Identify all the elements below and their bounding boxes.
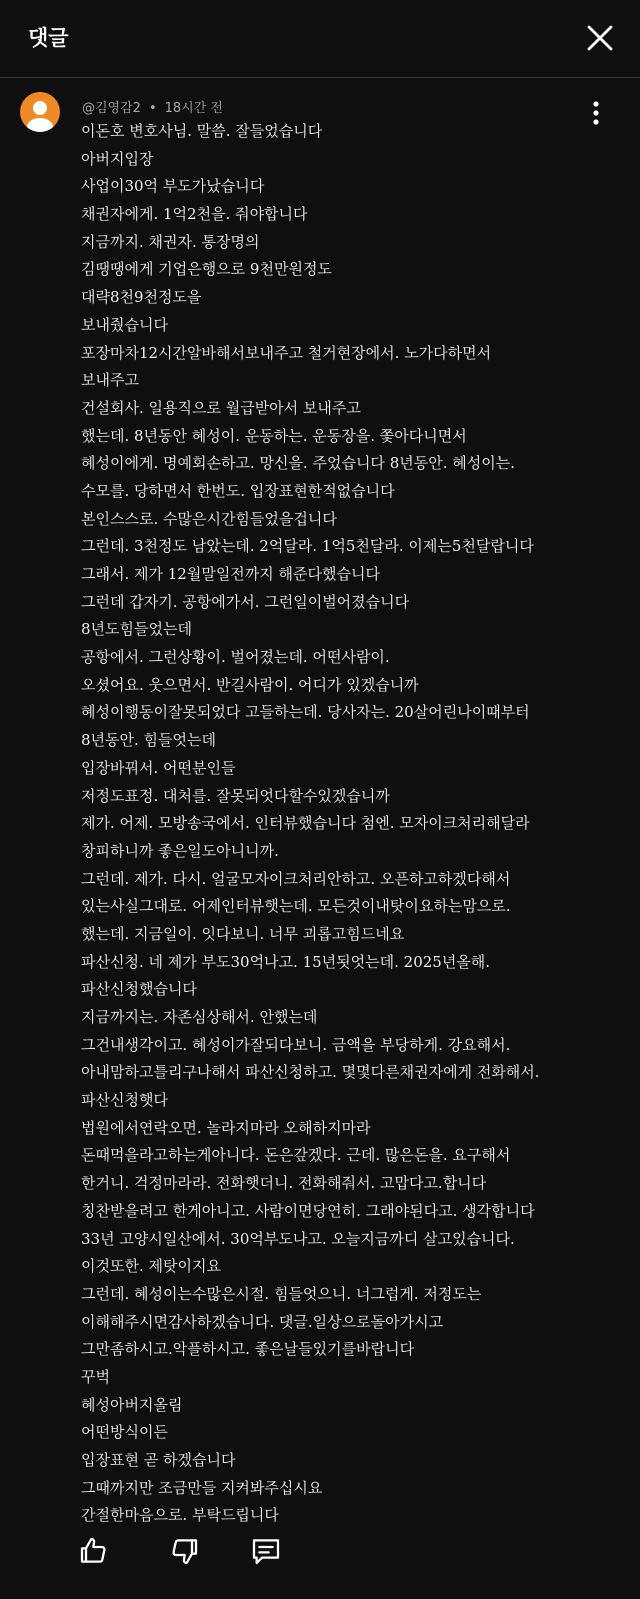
comment-line: 대략8천9천정도을 xyxy=(81,288,202,307)
comment-line: 파산신청. 네 제가 부도30억나고. 15년됫엇는데. 2025년올해. xyxy=(81,952,491,971)
comment-line: 지금까지. 채권자. 통장명의 xyxy=(81,232,260,251)
comment-line: 보내줬습니다 xyxy=(81,315,168,334)
user-silhouette-icon xyxy=(20,92,60,132)
close-button[interactable] xyxy=(584,22,616,54)
comment-line: 8년동안. 힘들엇는데 xyxy=(81,731,217,750)
comment-line: 아내맘하고틀리구나해서 파산신청하고. 몇몇다른채권자에게 전화해서. xyxy=(81,1063,540,1082)
comment-line: 김땡땡에게 기업은행으로 9천만원정도 xyxy=(81,260,332,279)
comment-line: 수모를. 당하면서 한번도. 입장표현한적없습니다 xyxy=(81,481,395,500)
comment-line: 8년도힘들었는데 xyxy=(81,620,192,639)
thumbs-down-icon xyxy=(168,1535,200,1567)
comment-line: 저정도표정. 대처를. 잘못되엇다할수있겠습니까 xyxy=(81,786,390,805)
comment-line: 꾸벅 xyxy=(81,1367,110,1386)
comment-text xyxy=(81,118,626,1530)
comment-line: 채권자에게. 1억2천을. 줘야합니다 xyxy=(81,205,308,224)
thumbs-up-icon xyxy=(78,1535,110,1567)
comment-line: 법원에서연락오면. 놀라지마라 오해하지마라 xyxy=(81,1118,371,1137)
comment-line: 한거니. 걱정마라라. 전화햇더니. 전화해줘서. 고맙다고.합니다 xyxy=(81,1174,487,1193)
avatar[interactable] xyxy=(20,92,60,132)
comment-line: 건설회사. 일용직으로 월급받아서 보내주고 xyxy=(81,398,361,417)
like-button[interactable] xyxy=(78,1535,110,1567)
comment-line: 파산신청했습니다 xyxy=(81,980,197,999)
comment-line: 창피하니까 좋은일도아니니까. xyxy=(81,841,279,860)
author-name[interactable]: @김영감2 xyxy=(82,101,141,116)
comment-line: 그건내생각이고. 혜성이가잘되다보니. 금액을 부당하게. 강요해서. xyxy=(81,1035,511,1054)
meta-separator: • xyxy=(148,101,157,116)
comment-line: 돈때먹을라고하는게아니다. 돈은갚겠다. 근데. 많은돈을. 요구해서 xyxy=(81,1146,511,1165)
comment-line: 어떤방식이든 xyxy=(81,1423,168,1442)
comment-line: 입장바꿔서. 어떤분인들 xyxy=(81,758,236,777)
comment-line: 지금까지는. 자존심상해서. 안했는데 xyxy=(81,1008,318,1026)
comment-line: 이해해주시면감사하겠습니다. 댓글.일상으로돌아가시고 xyxy=(81,1312,444,1331)
comment-line: 그런데. 혜성이는수많은시절. 힘들엇으니. 너그럽게. 저정도는 xyxy=(81,1284,482,1303)
comment-line: 파산신청햇다 xyxy=(81,1091,168,1110)
comment-line: 제가. 어제. 모방송국에서. 인터뷰했습니다 첨엔. 모자이크처리해달라 xyxy=(81,814,530,833)
comment-line: 했는데. 8년동안 혜성이. 운동하는. 운동장을. 쫓아다니면서 xyxy=(81,426,467,445)
comment-line: 했는데. 지금일이. 잇다보니. 너무 괴롭고힘드네요 xyxy=(81,924,405,943)
comment-line: 그래서. 제가 12월말일전까지 해준다했습니다 xyxy=(81,565,380,583)
close-icon xyxy=(584,22,616,54)
comment-timestamp: 18시간 전 xyxy=(164,101,223,116)
comment-line: 포장마차12시간알바해서보내주고 철거현장에서. 노가다하면서 xyxy=(81,343,492,362)
comment-line: 혜성아버지올림 xyxy=(81,1395,183,1414)
comment-line: 칭찬받을려고 한게아니고. 사람이면당연히. 그래야된다고. 생각합니다 xyxy=(81,1201,535,1220)
comment-line: 간절한마음으로. 부탁드립니다 xyxy=(81,1506,279,1525)
comment-line: 사업이30억 부도가났습니다 xyxy=(81,177,265,196)
dislike-button[interactable] xyxy=(168,1535,200,1567)
reply-icon xyxy=(250,1535,282,1567)
comment-line: 오셨어요. 웃으면서. 반길사람이. 어디가 있겠습니까 xyxy=(81,675,419,694)
comment-line: 공항에서. 그런상황이. 벌어졌는데. 어떤사람이. xyxy=(81,648,390,667)
comment-line: 그런데. 3천정도 남았는데. 2억달라. 1억5천달라. 이제는5천달랍니다 xyxy=(81,537,534,556)
comment-line: 그만좀하시고.악플하시고. 좋은날들있기를바랍니다 xyxy=(81,1340,415,1359)
comment-line: 그때까지만 조금만들 지켜봐주십시요 xyxy=(81,1478,323,1497)
comment-line: 있는사실그대로. 어제인터뷰햇는데. 모든것이내탓이요하는맘으로. xyxy=(81,897,511,916)
comment-line: 이것또한. 제탓이지요 xyxy=(81,1257,221,1276)
comment-line: 본인스스로. 수많은시간힘들었을겁니다 xyxy=(81,509,337,528)
comment-line: 33년 고양시일산에서. 30억부도나고. 오늘지금까디 살고있습니다. xyxy=(81,1229,515,1248)
comment-line: 보내주고 xyxy=(81,371,139,390)
comment-line: 혜성이에게. 명예회손하고. 망신을. 주었습니다 8년동안. 혜성이는. xyxy=(81,454,515,473)
comment-line: 입장표현 곧 하겠습니다 xyxy=(81,1451,236,1469)
comment-meta xyxy=(82,97,223,116)
comment-line: 이돈호 변호사님. 말씀. 잘들었습니다 xyxy=(81,122,323,140)
page-title: 댓글 xyxy=(28,26,69,50)
comment-line: 그런데. 제가. 다시. 얼굴모자이크처리안하고. 오픈하고하겠다해서 xyxy=(81,869,511,888)
comment-line: 혜성이행동이잘못되었다 고들하는데. 당사자는. 20살어린나이때부터 xyxy=(81,703,530,722)
comments-header xyxy=(0,0,640,78)
comment-line: 그런데 갑자기. 공항에가서. 그런일이벌어졌습니다 xyxy=(81,592,410,611)
comment-line: 아버지입장 xyxy=(81,149,154,168)
reply-button[interactable] xyxy=(250,1535,282,1567)
